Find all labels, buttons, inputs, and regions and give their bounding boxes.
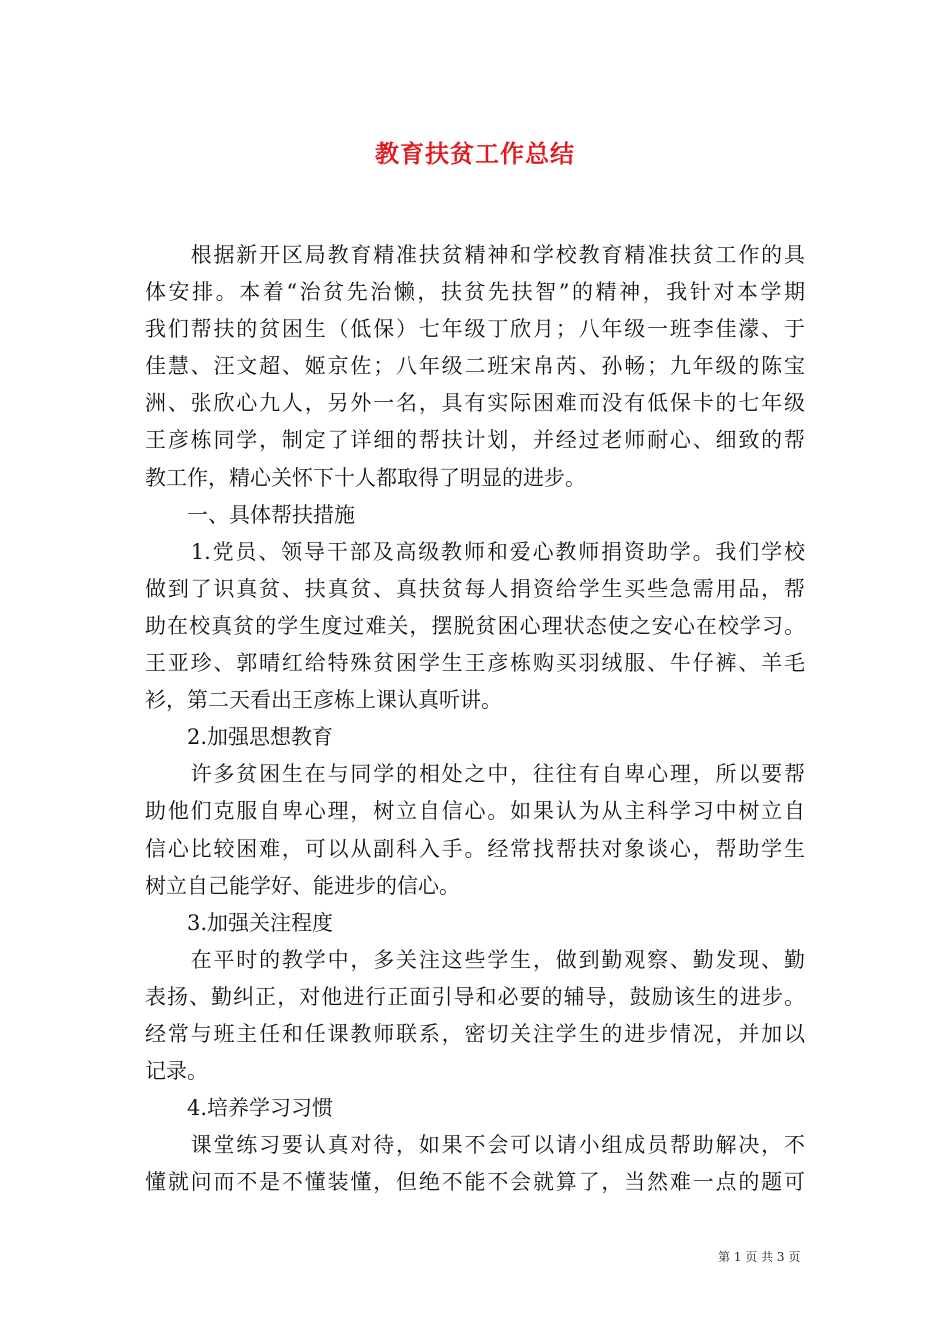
text-line: 表扬、勤纠正，对他进行正面引导和必要的辅导，鼓励该生的进步。 — [145, 984, 805, 1009]
text-line: 助在校真贫的学生度过难关，摆脱贫困心理状态使之安心在校学习。 — [145, 613, 805, 638]
text-line: 体安排。本着“治贫先治懒，扶贫先扶智”的精神，我针对本学期 — [145, 280, 805, 305]
text-line: 4.培养学习习惯 — [145, 1096, 334, 1121]
text-line: 懂就问而不是不懂装懂，但绝不能不会就算了，当然难一点的题可 — [145, 1170, 805, 1195]
text-line: 课堂练习要认真对待，如果不会可以请小组成员帮助解决，不 — [145, 1133, 805, 1158]
text-line: 记录。 — [145, 1059, 208, 1084]
text-line: 王亚珍、郭晴红给特殊贫困学生王彦栋购买羽绒服、牛仔裤、羊毛 — [145, 651, 805, 676]
text-line: 做到了识真贫、扶真贫、真扶贫每人捐资给学生买些急需用品，帮 — [145, 576, 805, 601]
text-line: 2.加强思想教育 — [145, 725, 334, 750]
text-line: 信心比较困难，可以从副科入手。经常找帮扶对象谈心，帮助学生 — [145, 836, 805, 861]
page-number: 第 1 页 共 3 页 — [718, 1250, 801, 1264]
text-line: 1.党员、领导干部及高级教师和爱心教师捐资助学。我们学校 — [145, 539, 805, 564]
text-line: 许多贫困生在与同学的相处之中，往往有自卑心理，所以要帮 — [145, 762, 805, 787]
text-line: 佳慧、汪文超、姬京佐；八年级二班宋帛芮、孙畅；九年级的陈宝 — [145, 354, 805, 379]
text-line: 洲、张欣心九人，另外一名，具有实际困难而没有低保卡的七年级 — [145, 391, 805, 416]
text-line: 我们帮扶的贫困生（低保）七年级丁欣月；八年级一班李佳濛、于 — [145, 317, 805, 342]
document-body — [145, 237, 805, 1201]
document-title: 教育扶贫工作总结 — [375, 139, 575, 168]
text-line: 衫，第二天看出王彦栋上课认真听讲。 — [145, 688, 502, 713]
text-line: 在平时的教学中，多关注这些学生，做到勤观察、勤发现、勤 — [145, 947, 805, 972]
text-line: 助他们克服自卑心理，树立自信心。如果认为从主科学习中树立自 — [145, 799, 805, 824]
text-line: 教工作，精心关怀下十人都取得了明显的进步。 — [145, 465, 586, 490]
text-line: 王彦栋同学，制定了详细的帮扶计划，并经过老师耐心、细致的帮 — [145, 428, 805, 453]
text-line: 树立自己能学好、能进步的信心。 — [145, 873, 460, 898]
text-line: 一、具体帮扶措施 — [145, 502, 355, 527]
text-line: 根据新开区局教育精准扶贫精神和学校教育精准扶贫工作的具 — [145, 243, 805, 267]
text-line: 经常与班主任和任课教师联系，密切关注学生的进步情况，并加以 — [145, 1021, 805, 1046]
text-line: 3.加强关注程度 — [145, 910, 334, 935]
